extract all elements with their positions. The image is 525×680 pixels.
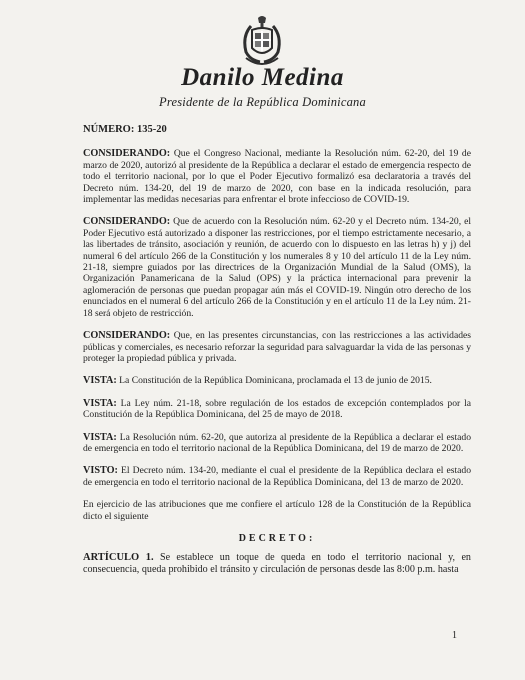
paragraph-text: La Ley núm. 21-18, sobre regulación de los estados de excepción contemplados por la Constitución de la República Dominicana, del 25 de mayo de 2018. bbox=[83, 397, 471, 421]
subtitle: Presidente de la República Dominicana bbox=[159, 95, 366, 109]
paragraph-label: CONSIDERANDO: bbox=[83, 148, 171, 160]
decreto-heading: DECRETO: bbox=[238, 532, 316, 544]
signature: Danilo Medina bbox=[181, 64, 344, 91]
paragraph-text: En ejercicio de las atribuciones que me confiere el artículo 128 de la Constitución de la República dicto el siguiente bbox=[83, 499, 471, 522]
paragraph-label: VISTO: bbox=[83, 465, 118, 477]
document-body bbox=[83, 124, 471, 587]
paragraph-label: VISTA: bbox=[83, 397, 117, 409]
paragraph-text: Que, en las presentes circunstancias, con las restricciones a las actividades públicas y comerciales, es necesario reforzar la seguridad para salvaguardar la vida de las personas y proteger la propiedad pública y privada. bbox=[83, 330, 471, 364]
articulo-1 bbox=[83, 552, 471, 576]
paragraph-text: Que el Congreso Nacional, mediante la Resolución núm. 62-20, del 19 de marzo de 2020, autorizó al presidente de la República a declarar el estado de emergencia respecto de todo el territorio nacional, por lo que el Poder Ejecutivo formalizó esa declaratoria a través del Decreto núm. 134-20, del 19 de marzo de 2020, con base en la indicada resolución, para implementar las medidas necesarias para enfrentar el brote infeccioso de COVID-19. bbox=[83, 148, 471, 206]
paragraph-text: El Decreto núm. 134-20, mediante el cual el presidente de la República declara el estado de emergencia en todo el territorio nacional de la República Dominicana, del 13 de marzo de 2020. bbox=[83, 465, 471, 488]
paragraph-label: VISTA: bbox=[83, 431, 117, 443]
paragraph-visto bbox=[83, 465, 471, 488]
articulo-label: ARTÍCULO 1. bbox=[83, 552, 154, 564]
paragraph-text: La Constitución de la República Dominicana, proclamada el 13 de junio de 2015. bbox=[116, 375, 432, 387]
page-number: 1 bbox=[452, 630, 457, 641]
articulo-text: Se establece un toque de queda en todo el territorio nacional y, en consecuencia, queda prohibido el tránsito y circulación de personas desde las 8:00 p.m. hasta bbox=[83, 552, 471, 576]
coat-of-arms-icon bbox=[238, 14, 286, 70]
paragraph-considerando-3 bbox=[83, 330, 471, 364]
paragraph-vista-3 bbox=[83, 432, 471, 455]
paragraph-considerando-2 bbox=[83, 216, 471, 319]
paragraph-vista-2 bbox=[83, 398, 471, 421]
paragraph-label: CONSIDERANDO: bbox=[83, 216, 171, 228]
paragraph-text: Que de acuerdo con la Resolución núm. 62-20 y el Decreto núm. 134-20, el Poder Ejecutivo está autorizado a disponer las restricciones, por el tiempo estrictamente necesario, a las libertades de tránsito, asociación y reunión, de acuerdo con lo dispuesto en las letras h) y j) del numeral 6 del artículo 266 de la Constitución y los numerales 8 y 10 del artículo 11 de la Ley núm. 21-18, siempre guiados por las directrices de la Organización Mundial de la Salud (OMS), la Organización Panamericana de la Salud (OPS) y la práctica internacional para prevenir la aglomeración de personas que puedan propagar aún más el COVID-19. Ningún otro derecho de los enunciados en el numeral 6 del artículo 266 de la Constitución y en el artículo 11 de la Ley núm. 21-18 será objeto de restricción. bbox=[83, 216, 471, 319]
paragraph-label: VISTA: bbox=[83, 375, 117, 387]
paragraph-label: CONSIDERANDO: bbox=[83, 330, 171, 342]
paragraph-text: La Resolución núm. 62-20, que autoriza al presidente de la República a declarar el estado de emergencia en todo el territorio nacional de la República Dominicana, del 19 de marzo de 2020. bbox=[83, 431, 471, 454]
paragraph-ejercicio bbox=[83, 499, 471, 522]
paragraph-considerando-1 bbox=[83, 148, 471, 205]
paragraph-vista-1 bbox=[83, 375, 471, 386]
document-number: NÚMERO: 135-20 bbox=[83, 124, 167, 135]
